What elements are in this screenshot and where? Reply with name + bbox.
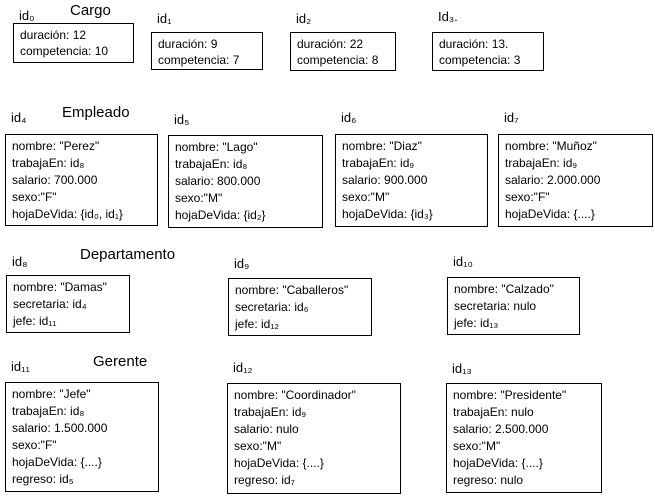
object-card-id2 [290, 11, 396, 71]
object-box [228, 278, 372, 336]
object-id-label: id₂ [296, 11, 312, 26]
object-box [13, 23, 134, 63]
object-id-label: id₆ [341, 110, 357, 125]
attribute-line: salario: nulo [234, 422, 299, 436]
attribute-line: hojaDeVida: {id₀, id₁} [12, 207, 123, 221]
attribute-line: trabajaEn: id₈ [12, 404, 85, 418]
attribute-line: nombre: "Lago" [175, 140, 258, 154]
object-id-label: id₁₂ [233, 360, 253, 375]
object-box [335, 134, 488, 227]
attribute-line: hojaDeVida: {....} [234, 456, 324, 470]
object-id-label: id₄ [11, 110, 27, 125]
attribute-line: sexo:"F" [505, 190, 550, 204]
attribute-line: salario: 900.000 [342, 173, 428, 187]
attribute-line: nombre: "Jefe" [12, 387, 91, 401]
object-box [446, 383, 602, 493]
object-card-id10 [447, 254, 580, 335]
object-card-id4 [5, 110, 158, 226]
object-box [432, 32, 544, 71]
attribute-line: secretaria: id₄ [13, 297, 87, 311]
object-box [5, 382, 159, 492]
object-box [498, 134, 653, 227]
attribute-line: sexo:"F" [12, 438, 57, 452]
attribute-line: duración: 12 [20, 28, 87, 42]
object-box [168, 135, 323, 228]
attribute-line: nombre: "Diaz" [342, 139, 422, 153]
object-card-id8 [6, 254, 130, 333]
attribute-line: hojaDeVida: {....} [453, 456, 543, 470]
attribute-line: sexo:"M" [453, 439, 501, 453]
object-box [227, 383, 401, 494]
attribute-line: jefe: id₁₁ [13, 314, 57, 328]
attribute-line: nombre: "Muñoz" [505, 139, 597, 153]
attribute-line: nombre: "Calzado" [454, 282, 554, 296]
attribute-line: hojaDeVida: {id₂} [175, 208, 266, 222]
attribute-line: trabajaEn: id₉ [505, 156, 578, 170]
attribute-line: hojaDeVida: {....} [505, 207, 595, 221]
attribute-line: trabajaEn: id₈ [12, 156, 85, 170]
object-id-label: id₀ [19, 8, 35, 23]
attribute-line: salario: 800.000 [175, 174, 261, 188]
object-card-id13 [446, 361, 602, 493]
attribute-line: nombre: "Presidente" [453, 388, 567, 402]
attribute-line: secretaria: nulo [454, 299, 537, 313]
attribute-line: salario: 2.500.000 [453, 422, 549, 436]
attribute-line: regreso: nulo [453, 473, 524, 487]
section-title-departamento: Departamento [80, 246, 176, 263]
object-card-id5 [168, 112, 323, 228]
section-title-cargo: Cargo [70, 2, 111, 19]
object-id-label: id₈ [12, 254, 28, 269]
object-id-label: id₇ [504, 110, 519, 125]
attribute-line: duración: 13. [439, 37, 509, 51]
object-box [5, 134, 158, 226]
attribute-line: duración: 9 [158, 37, 218, 51]
attribute-line: nombre: "Damas" [13, 280, 107, 294]
attribute-line: trabajaEn: nulo [453, 405, 534, 419]
attribute-line: secretaria: id₆ [235, 300, 309, 314]
object-box [290, 32, 396, 71]
attribute-line: jefe: id₁₃ [454, 316, 499, 330]
attribute-line: regreso: id₅ [12, 472, 74, 486]
object-box [151, 32, 263, 70]
attribute-line: sexo:"M" [342, 190, 390, 204]
attribute-line: trabajaEn: id₉ [342, 156, 415, 170]
object-box [6, 275, 130, 333]
object-card-id0 [13, 8, 134, 63]
object-card-id3 [432, 9, 544, 71]
attribute-line: salario: 700.000 [12, 173, 98, 187]
attribute-line: trabajaEn: id₈ [175, 157, 248, 171]
attribute-line: salario: 2.000.000 [505, 173, 601, 187]
attribute-line: hojaDeVida: {....} [12, 455, 102, 469]
attribute-line: competencia: 3 [439, 53, 521, 67]
object-card-id11 [5, 359, 159, 492]
object-id-label: id₉ [234, 256, 250, 271]
object-id-label: id₁₁ [11, 359, 30, 374]
attribute-line: nombre: "Caballeros" [235, 283, 349, 297]
attribute-line: sexo:"F" [12, 190, 57, 204]
attribute-line: competencia: 10 [20, 44, 109, 58]
object-card-id6 [335, 110, 488, 227]
object-card-id7 [498, 110, 653, 227]
attribute-line: duración: 22 [297, 37, 364, 51]
attribute-line: sexo:"M" [175, 191, 223, 205]
attribute-line: competencia: 7 [158, 53, 240, 67]
section-title-empleado: Empleado [62, 104, 130, 121]
attribute-line: competencia: 8 [297, 53, 379, 67]
object-card-id1 [151, 11, 263, 70]
object-id-label: id₁ [157, 11, 172, 26]
object-card-id12 [227, 360, 401, 494]
attribute-line: nombre: "Coordinador" [234, 388, 356, 402]
object-id-label: id₁₀ [453, 254, 473, 269]
object-id-label: id₁₃ [452, 361, 472, 376]
object-card-id9 [228, 256, 372, 336]
object-id-label: Id₃. [438, 9, 458, 24]
attribute-line: salario: 1.500.000 [12, 421, 108, 435]
attribute-line: nombre: "Perez" [12, 139, 100, 153]
attribute-line: hojaDeVida: {id₃} [342, 207, 433, 221]
attribute-line: jefe: id₁₂ [235, 317, 280, 331]
attribute-line: sexo:"M" [234, 439, 282, 453]
object-box [447, 277, 580, 335]
attribute-line: regreso: id₇ [234, 473, 295, 487]
attribute-line: trabajaEn: id₉ [234, 405, 307, 419]
section-title-gerente: Gerente [93, 353, 148, 370]
object-id-label: id₅ [174, 112, 190, 127]
